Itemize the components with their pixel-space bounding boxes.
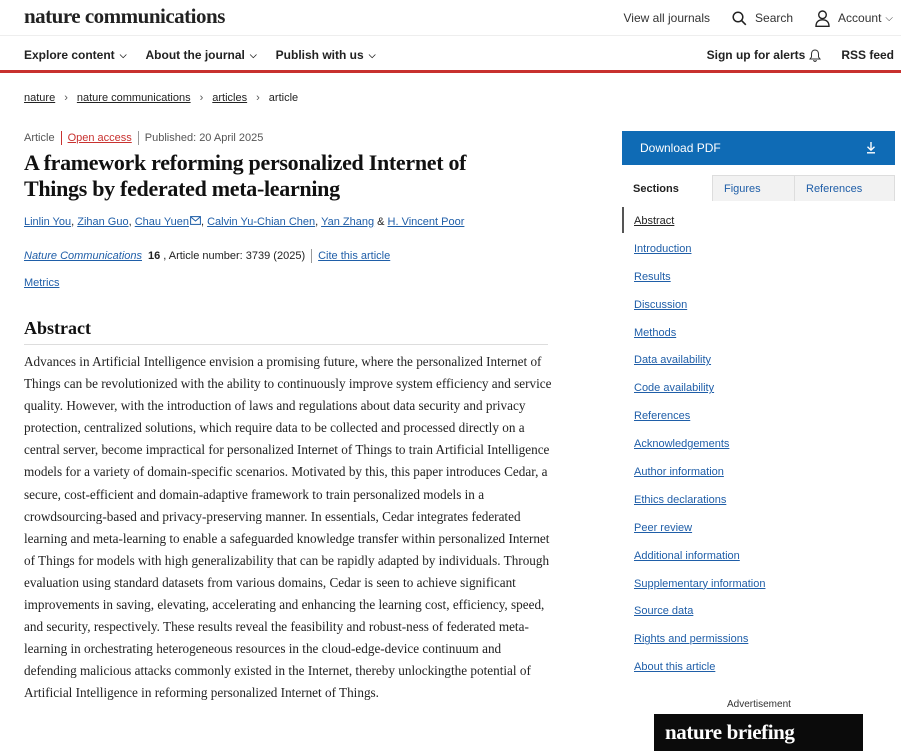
tab-references[interactable]: References (794, 175, 895, 201)
breadcrumb-nature-communications[interactable]: nature communications (76, 92, 191, 104)
article-meta (24, 131, 263, 145)
section-nav (622, 207, 895, 681)
journal-link[interactable]: Nature Communications (24, 250, 142, 262)
toc-link[interactable]: Additional information (634, 549, 740, 562)
chevron-down-icon: ⌵ (368, 49, 376, 60)
top-bar (0, 0, 901, 36)
cite-article-link[interactable]: Cite this article (318, 250, 391, 262)
download-pdf-label: Download PDF (640, 141, 721, 155)
chevron-down-icon: ⌵ (249, 49, 257, 60)
toc-item-data-availability (622, 346, 895, 374)
toc-item-references (622, 402, 895, 430)
nav-item-label: About the journal (145, 48, 245, 62)
toc-link[interactable]: References (634, 410, 691, 423)
chevron-down-icon: ⌵ (119, 49, 127, 60)
nav-item-label: Explore content (24, 48, 115, 62)
sign-up-alerts-link[interactable] (707, 48, 822, 62)
nav-item-label: Publish with us (275, 48, 364, 62)
rss-label: RSS feed (841, 48, 894, 62)
toc-item-code-availability (622, 374, 895, 402)
toc-link[interactable]: Discussion (634, 298, 688, 311)
toc-item-about-article (622, 653, 895, 681)
account-label: Account (838, 11, 882, 25)
toc-link[interactable]: About this article (634, 661, 716, 674)
author-link[interactable]: Chau Yuen (134, 216, 189, 228)
download-pdf-button[interactable] (622, 131, 895, 165)
nav-publish[interactable] (276, 48, 376, 62)
toc-item-ethics-declarations (622, 486, 895, 514)
toc-item-results (622, 263, 895, 291)
author-separator: , (128, 216, 135, 228)
top-links (602, 0, 893, 36)
bell-icon (809, 49, 821, 62)
toc-item-methods (622, 319, 895, 347)
mail-icon[interactable] (190, 216, 201, 225)
chevron-right-icon: › (256, 92, 260, 104)
active-section-indicator (622, 207, 624, 233)
toc-link[interactable]: Source data (634, 605, 694, 618)
download-icon (865, 141, 877, 154)
nature-briefing-logo: nature briefing (665, 720, 795, 744)
view-all-journals-link[interactable] (624, 11, 711, 25)
tab-figures[interactable]: Figures (712, 175, 794, 201)
toc-item-additional-information (622, 542, 895, 570)
toc-item-supplementary-information (622, 570, 895, 598)
author-separator: , (315, 216, 322, 228)
search-button[interactable] (732, 11, 793, 26)
divider (61, 131, 62, 145)
site-logo[interactable]: nature communications (24, 4, 225, 28)
toc-link[interactable]: Results (634, 270, 671, 283)
divider (138, 131, 139, 145)
author-separator: , (71, 216, 78, 228)
article-type: Article (24, 132, 55, 144)
chevron-down-icon: ⌵ (885, 12, 893, 24)
author-link[interactable]: Yan Zhang (321, 216, 375, 228)
nav-about-journal[interactable] (146, 48, 257, 62)
open-access-link[interactable]: Open access (67, 132, 132, 144)
search-icon (732, 11, 747, 26)
breadcrumb-current: article (268, 92, 299, 104)
breadcrumb-nature[interactable]: nature (24, 92, 56, 104)
citation-line (24, 249, 390, 263)
toc-link[interactable]: Code availability (634, 382, 715, 395)
toc-item-source-data (622, 597, 895, 625)
rss-feed-link[interactable] (841, 48, 894, 62)
chevron-right-icon: › (199, 92, 204, 104)
toc-item-rights-permissions (622, 625, 895, 653)
author-and: & (377, 216, 385, 228)
sidebar-tabs (622, 175, 895, 201)
volume-number: 16 (148, 250, 161, 262)
toc-item-acknowledgements (622, 430, 895, 458)
toc-item-abstract (622, 207, 895, 235)
toc-link[interactable]: Introduction (634, 242, 692, 255)
author-link[interactable]: Zihan Guo (77, 216, 129, 228)
toc-link[interactable]: Ethics declarations (634, 493, 727, 506)
toc-link[interactable]: Abstract (634, 214, 675, 227)
toc-item-author-information (622, 458, 895, 486)
author-link[interactable]: Linlin You (24, 216, 72, 228)
toc-item-peer-review (622, 514, 895, 542)
advertisement-banner[interactable] (654, 714, 863, 751)
metrics-link[interactable]: Metrics (24, 277, 60, 289)
divider (311, 249, 312, 263)
author-list (24, 216, 464, 228)
toc-link[interactable]: Rights and permissions (634, 633, 749, 646)
toc-link[interactable]: Acknowledgements (634, 438, 730, 451)
author-separator: , (200, 216, 208, 228)
main-nav (0, 37, 901, 73)
abstract-text: Advances in Artificial Intelligence envision a promising future, where the personalized Internet of Things can be revolutionized with the ability to continuously improve system efficiency and service quality. However, with the introduction of laws and regulations about data security and privacy protection, centralized solutions, which require data to be collected and processed directly on a central server, become impractical for personalized Internet of Things to train Artificial Intelligence models for a variety of domain-specific scenarios. Motivated by this, this paper introduces Cedar, a secure, cost-efficient and domain-adaptive framework to train personalized models in a crowdsourcing-based and privacy-preserving manner. In essentials, Cedar integrates federated learning and meta-learning to enable a safeguarded knowledge transfer within personalized Internet of Things for models with high generalizability that can be rapidly adapted by individuals. Through evaluation using standard datasets from various domains, Cedar is seen to achieve significant improvements in saving, elevating, accelerating and enhancing the learning cost, efficiency, speed, and security, respectively. These results reveal the feasibility and robust-ness of federated meta-learning in orchestrating heterogeneous resources in the cloud-edge-device continuum and defending malicious attacks commonly existed in the Internet, thereby unlockingthe potential of Artificial Intelligence in reforming personalized Internet of Things. (24, 354, 552, 701)
breadcrumb (24, 92, 298, 104)
chevron-right-icon: › (64, 92, 68, 104)
alerts-label: Sign up for alerts (706, 48, 806, 62)
toc-link[interactable]: Supplementary information (634, 577, 766, 590)
breadcrumb-articles[interactable]: articles (212, 92, 248, 104)
toc-link[interactable]: Author information (634, 465, 724, 478)
view-all-journals-label: View all journals (623, 11, 711, 25)
toc-item-introduction (622, 235, 895, 263)
toc-link[interactable]: Methods (634, 326, 677, 339)
toc-item-discussion (622, 291, 895, 319)
author-link[interactable]: Calvin Yu-Chian Chen (207, 216, 316, 228)
search-label: Search (755, 11, 794, 25)
person-icon (815, 10, 830, 27)
abstract-heading: Abstract (24, 318, 91, 338)
toc-link[interactable]: Data availability (634, 354, 712, 367)
tab-sections[interactable]: Sections (622, 175, 712, 201)
toc-link[interactable]: Peer review (634, 521, 693, 534)
nav-menu (24, 37, 395, 73)
article-title: A framework reforming personalized Internet of Things by federated meta-learning (24, 150, 467, 201)
abstract-divider (24, 344, 548, 345)
author-link[interactable]: H. Vincent Poor (387, 216, 465, 228)
account-button[interactable] (815, 10, 893, 27)
advertisement-label: Advertisement (727, 699, 791, 710)
article-number: , Article number: 3739 (2025) (163, 250, 306, 262)
published-date: Published: 20 April 2025 (144, 132, 264, 144)
nav-actions (687, 37, 894, 73)
nav-explore-content[interactable] (24, 48, 127, 62)
